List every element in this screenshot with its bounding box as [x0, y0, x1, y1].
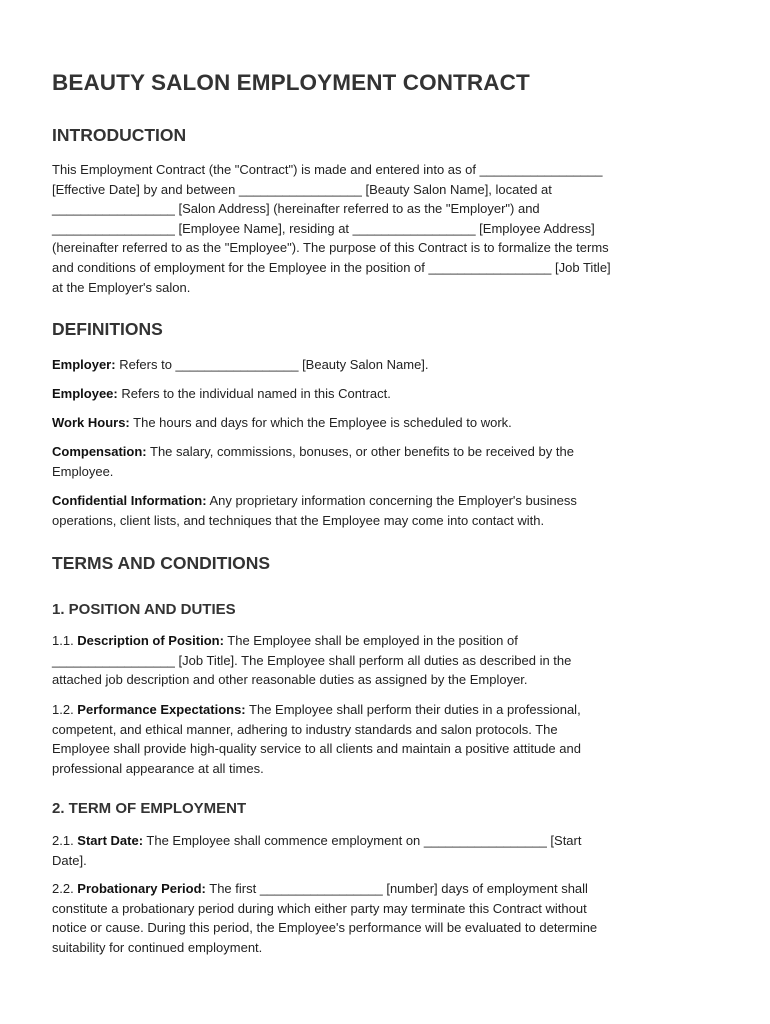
paragraph-line: Employee shall provide high-quality service to all clients and maintain a positive attitude and [52, 741, 581, 757]
position-duties-heading: 1. POSITION AND DUTIES [52, 601, 236, 618]
paragraph-line: _________________ [Salon Address] (hereinafter referred to as the "Employer") and [52, 201, 540, 217]
clause-text: The Employee shall perform their duties in a professional, [245, 702, 581, 717]
paragraph-line [52, 355, 728, 375]
definition-compensation [52, 442, 728, 481]
definition-work-hours [52, 413, 728, 433]
paragraph-line [52, 442, 728, 462]
paragraph-line: _________________ [Job Title]. The Employee shall perform all duties as described in the [52, 652, 572, 668]
definition-term: Work Hours: [52, 415, 130, 430]
paragraph-line [52, 491, 728, 511]
introduction-heading: INTRODUCTION [52, 125, 187, 145]
terms-heading: TERMS AND CONDITIONS [52, 553, 271, 573]
paragraph-line: (hereinafter referred to as the "Employee"). The purpose of this Contract is to formalize the terms [52, 240, 609, 256]
paragraph-line [52, 831, 728, 851]
definition-text: Refers to the individual named in this Contract. [117, 386, 391, 401]
paragraph-line: suitability for continued employment. [52, 939, 263, 955]
clause-text: The Employee shall be employed in the position of [223, 633, 518, 648]
definition-term: Employer: [52, 357, 116, 372]
paragraph-line: This Employment Contract (the "Contract") is made and entered into as of _________________ [52, 162, 603, 177]
clause-number: 1.1. [52, 633, 78, 648]
document-title: BEAUTY SALON EMPLOYMENT CONTRACT [52, 70, 530, 95]
definition-text: The hours and days for which the Employee is scheduled to work. [129, 415, 512, 430]
clause-2-2 [52, 879, 728, 957]
definition-employee [52, 384, 728, 404]
paragraph-line: competent, and ethical manner, adhering to industry standards and salon protocols. The [52, 721, 558, 737]
definition-text: Refers to _________________ [Beauty Salon Name]. [115, 357, 429, 372]
definition-term: Compensation: [52, 444, 147, 459]
clause-number: 1.2. [52, 702, 78, 717]
clause-2-1 [52, 831, 728, 870]
clause-1-1 [52, 631, 728, 690]
paragraph-line [52, 413, 728, 433]
paragraph-line: at the Employer's salon. [52, 279, 191, 295]
definition-confidential-information [52, 491, 728, 530]
clause-number: 2.2. [52, 881, 78, 896]
clause-term: Description of Position: [77, 633, 224, 648]
paragraph-line: and conditions of employment for the Employee in the position of _________________ [Job Title] [52, 259, 611, 275]
paragraph-line: Date]. [52, 852, 87, 868]
paragraph-line [52, 700, 728, 720]
paragraph-line: attached job description and other reasonable duties as assigned by the Employer. [52, 672, 528, 688]
definition-text: Any proprietary information concerning the Employer's business [206, 493, 577, 508]
definition-employer [52, 355, 728, 375]
introduction-paragraph [52, 160, 728, 297]
paragraph-line: constitute a probationary period during which either party may terminate this Contract without [52, 900, 587, 916]
definition-term: Confidential Information: [52, 493, 207, 508]
paragraph-line: notice or cause. During this period, the Employee's performance will be evaluated to determine [52, 920, 598, 936]
paragraph-line: Employee. [52, 463, 114, 479]
paragraph-line [52, 384, 728, 404]
clause-text: The Employee shall commence employment on _________________ [Start [143, 833, 582, 848]
definition-term: Employee: [52, 386, 118, 401]
paragraph-line: professional appearance at all times. [52, 760, 264, 776]
definitions-heading: DEFINITIONS [52, 319, 163, 339]
term-of-employment-heading: 2. TERM OF EMPLOYMENT [52, 800, 247, 817]
paragraph-line: _________________ [Employee Name], residing at _________________ [Employee Address] [52, 220, 595, 236]
paragraph-line: operations, client lists, and techniques that the Employee may come into contact with. [52, 512, 545, 528]
definition-text: The salary, commissions, bonuses, or other benefits to be received by the [146, 444, 574, 459]
paragraph-line [52, 879, 728, 899]
clause-term: Start Date: [77, 833, 144, 848]
clause-1-2 [52, 700, 728, 778]
clause-term: Performance Expectations: [77, 702, 246, 717]
paragraph-line [52, 631, 728, 651]
paragraph-line: [Effective Date] by and between _________________ [Beauty Salon Name], located at [52, 181, 552, 197]
clause-term: Probationary Period: [77, 881, 206, 896]
clause-number: 2.1. [52, 833, 78, 848]
clause-text: The first _________________ [number] days of employment shall [205, 881, 588, 896]
